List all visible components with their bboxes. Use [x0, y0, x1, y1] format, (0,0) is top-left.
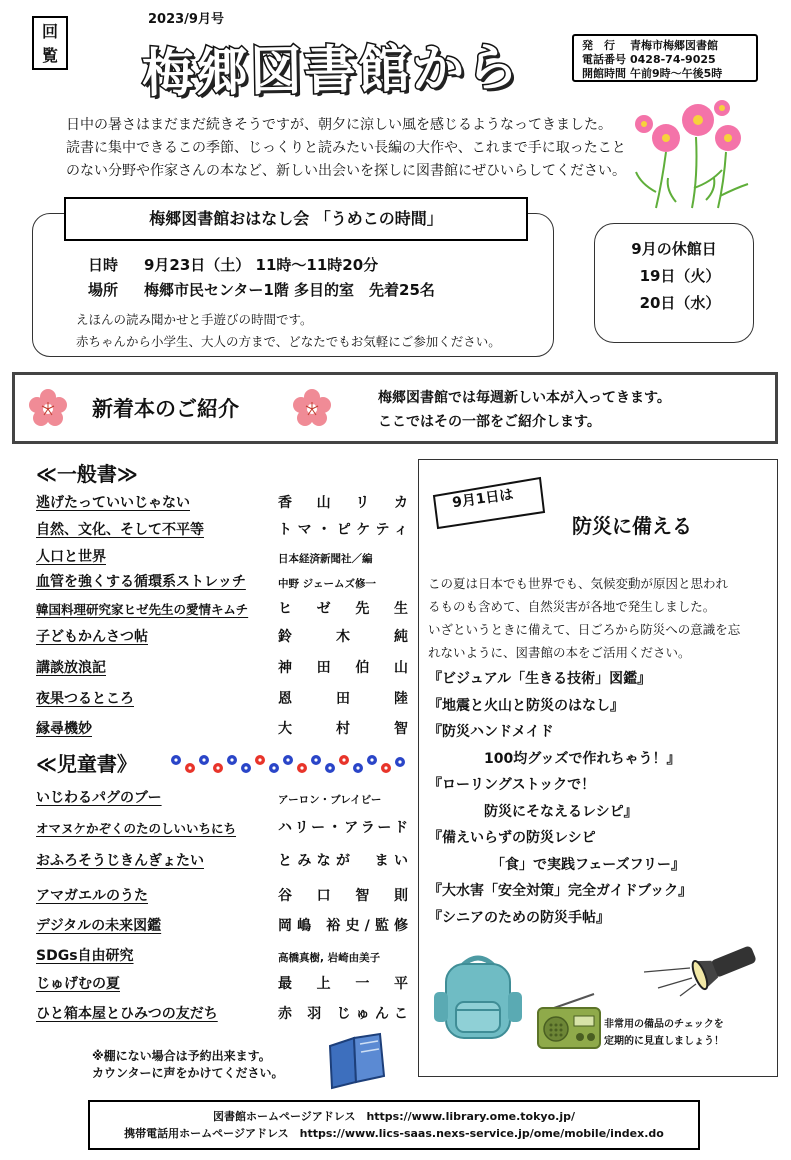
book-row — [36, 1002, 408, 1024]
book-author: 最 上 一 平 — [278, 976, 408, 992]
event-description: えほんの読み聞かせと手遊びの時間です。 — [76, 312, 313, 327]
intro-text — [66, 114, 626, 183]
book-title: 自然、文化、そして不平等 — [36, 522, 204, 538]
cosmos-flower-illustration — [626, 92, 756, 210]
event-date-label: 日時 — [88, 256, 119, 274]
book-row — [36, 687, 408, 709]
circulation-stamp — [32, 16, 68, 70]
check-note-line: 非常用の備品のチェックを — [604, 1019, 724, 1030]
event-description: 赤ちゃんから小学生、大人の方まで、どなたでもお気軽にご参加ください。 — [76, 334, 501, 349]
book-author: 神 田 伯 山 — [278, 660, 408, 676]
check-supplies-note — [604, 1016, 724, 1050]
disaster-text — [428, 572, 774, 664]
book-author: 大 村 智 — [278, 721, 408, 737]
book-row — [36, 849, 408, 871]
event-title: 梅郷図書館おはなし会 「うめこの時間」 — [64, 197, 528, 241]
book-row — [36, 816, 408, 838]
disaster-title: 防災に備える — [572, 514, 692, 538]
publisher-value: 青梅市梅郷図書館 — [630, 39, 718, 52]
book-author: 中野 ジェームズ修一 — [278, 578, 376, 590]
book-author: 岡嶋 裕史/監修 — [278, 918, 408, 934]
disaster-book-list — [428, 666, 774, 931]
book-row — [36, 597, 408, 619]
disaster-book-line: 『備えいらずの防災レシピ — [428, 830, 596, 846]
disaster-book-line: 100均グッズで作れちゃう！』 — [428, 750, 681, 767]
disaster-book-line: 『地震と火山と防災のはなし』 — [428, 697, 624, 714]
book-author: トマ・ピケティ — [278, 522, 408, 538]
issue-date: 2023/9月号 — [148, 12, 224, 27]
closed-day: 19日（火） — [639, 267, 721, 285]
book-row — [36, 914, 408, 936]
event-date: 9月23日（土） 11時～11時20分 — [144, 256, 379, 274]
mobile-homepage-url[interactable]: 携帯電話用ホームページアドレス https://www.lics-saas.nexs-service.jp/ome/mobile/index.do — [124, 1127, 664, 1140]
closed-day: 20日（水） — [639, 294, 721, 312]
book-title: デジタルの未来図鑑 — [36, 918, 162, 934]
book-title: 縁尋機妙 — [36, 721, 92, 737]
book-author: 赤 羽 じゅんこ — [278, 1006, 408, 1022]
publisher-row — [582, 39, 748, 53]
book-title: いじわるパグのブー — [36, 790, 162, 806]
disaster-book-line: 『防災ハンドメイド — [428, 724, 554, 740]
book-row — [36, 518, 408, 540]
book-author: 鈴 木 純 — [278, 629, 408, 645]
small-flowers-decoration — [168, 750, 408, 778]
book-title: ひと箱本屋とひみつの友だち — [36, 1006, 218, 1022]
hours-value: 午前9時～午後5時 — [630, 67, 723, 80]
flashlight-icon — [640, 938, 764, 1000]
book-row — [36, 717, 408, 739]
publisher-key: 発 行 — [582, 39, 615, 52]
event-place-line — [88, 279, 435, 300]
phone-key: 電話番号 — [582, 53, 626, 66]
disaster-text-line: この夏は日本でも世界でも、気候変動が原因と思われ — [428, 576, 729, 591]
open-book-icon — [324, 1032, 388, 1090]
book-title: 逃げたっていいじゃない — [36, 495, 190, 511]
new-books-text — [378, 386, 671, 434]
homepage-footer — [88, 1100, 700, 1150]
book-title: SDGs自由研究 — [36, 948, 134, 964]
book-row — [36, 491, 408, 513]
book-row — [36, 625, 408, 647]
book-author: ヒ ゼ 先 生 — [278, 601, 408, 617]
book-title: 子どもかんさつ帖 — [36, 629, 148, 645]
book-row — [36, 786, 408, 808]
plum-blossom-icon — [292, 388, 332, 428]
book-title: アマガエルのうた — [36, 888, 148, 904]
backpack-icon — [432, 952, 524, 1040]
publisher-info — [572, 34, 758, 82]
disaster-text-line: るものも含めて、自然災害が各地で発生しました。 — [428, 599, 716, 614]
book-row — [36, 656, 408, 678]
newsletter-title: 梅郷図書館から — [141, 37, 521, 105]
reserve-note-line: ※棚にない場合は予約出来ます。 — [92, 1049, 271, 1063]
disaster-text-line: れないように、図書館の本をご活用ください。 — [428, 645, 691, 660]
book-author: アーロン・ブレイビー — [278, 794, 382, 806]
book-author: とみなが まい — [278, 853, 408, 869]
intro-line: のない分野や作家さんの本など、新しい出会いを探しに図書館にぜひいらしてください。 — [66, 163, 626, 179]
closed-days-box — [594, 223, 754, 343]
book-author: 日本経済新聞社／編 — [278, 553, 373, 565]
phone-value: 0428-74-9025 — [630, 53, 716, 66]
homepage-url[interactable]: 図書館ホームページアドレス https://www.library.ome.tokyo.jp/ — [213, 1110, 575, 1123]
disaster-book-line: 『ビジュアル「生きる技術」図鑑』 — [428, 671, 652, 687]
event-date-line — [88, 254, 378, 275]
closed-days-title: 9月の休館日 — [631, 240, 717, 258]
book-title: じゅげむの夏 — [36, 976, 120, 992]
book-title: おふろそうじきんぎょたい — [36, 853, 204, 869]
event-place: 梅郷市民センター1階 多目的室 先着25名 — [144, 281, 435, 299]
new-books-text-line: 梅郷図書館では毎週新しい本が入ってきます。 — [378, 390, 671, 406]
book-row — [36, 972, 408, 994]
new-books-title: 新着本のご紹介 — [92, 397, 239, 421]
circulation-char-1: 回 — [41, 22, 58, 41]
hours-row — [582, 67, 748, 81]
book-row — [36, 944, 408, 966]
disaster-book-line: 「食」で実践フェーズフリー』 — [428, 856, 686, 873]
book-title: 講談放浪記 — [36, 660, 106, 676]
book-row — [36, 545, 408, 567]
book-title: オマヌケかぞくのたのしいいちにち — [36, 821, 237, 836]
date-tag-text: 9月1日は — [451, 486, 515, 512]
circulation-char-2: 覧 — [41, 46, 58, 65]
intro-line: 日中の暑さはまだまだ続きそうですが、朝夕に涼しい風を感じるようなってきました。 — [66, 117, 612, 133]
book-title: 人口と世界 — [36, 549, 106, 565]
book-row — [36, 884, 408, 906]
disaster-book-line: 防災にそなえるレシピ』 — [428, 803, 638, 820]
radio-icon — [536, 992, 602, 1050]
disaster-book-line: 『シニアのための防災手帖』 — [428, 909, 610, 926]
hours-key: 開館時間 — [582, 67, 626, 80]
reserve-note-line: カウンターに声をかけてください。 — [92, 1066, 284, 1080]
book-author: 恩 田 陸 — [278, 691, 408, 707]
new-books-text-line: ここではその一部をご紹介します。 — [378, 414, 601, 430]
book-author: ハリー・アラード — [278, 820, 408, 836]
plum-blossom-icon — [28, 388, 68, 428]
book-title: 血管を強くする循環系ストレッチ — [36, 574, 246, 590]
book-author: 高橋真樹, 岩崎由美子 — [278, 952, 381, 964]
event-place-label: 場所 — [88, 281, 119, 299]
book-title: 韓国料理研究家ヒゼ先生の愛情キムチ — [36, 602, 249, 617]
intro-line: 読書に集中できるこの季節、じっくりと読みたい長編の大作や、これまで手に取ったこと — [66, 140, 626, 156]
disaster-book-line: 『大水害「安全対策」完全ガイドブック』 — [428, 883, 693, 899]
disaster-book-line: 『ローリングストックで！ — [428, 777, 596, 793]
book-row — [36, 570, 408, 592]
phone-row — [582, 53, 748, 67]
book-title: 夜果つるところ — [36, 691, 134, 707]
disaster-text-line: いざというときに備えて、日ごろから防災への意識を忘 — [428, 622, 741, 637]
general-books-heading: ≪一般書≫ — [36, 462, 138, 486]
children-books-heading: ≪児童書》 — [36, 752, 137, 776]
book-author: 香 山 リ カ — [278, 495, 408, 511]
book-author: 谷 口 智 則 — [278, 888, 408, 904]
check-note-line: 定期的に見直しましょう！ — [604, 1036, 724, 1047]
reserve-note — [92, 1048, 284, 1082]
